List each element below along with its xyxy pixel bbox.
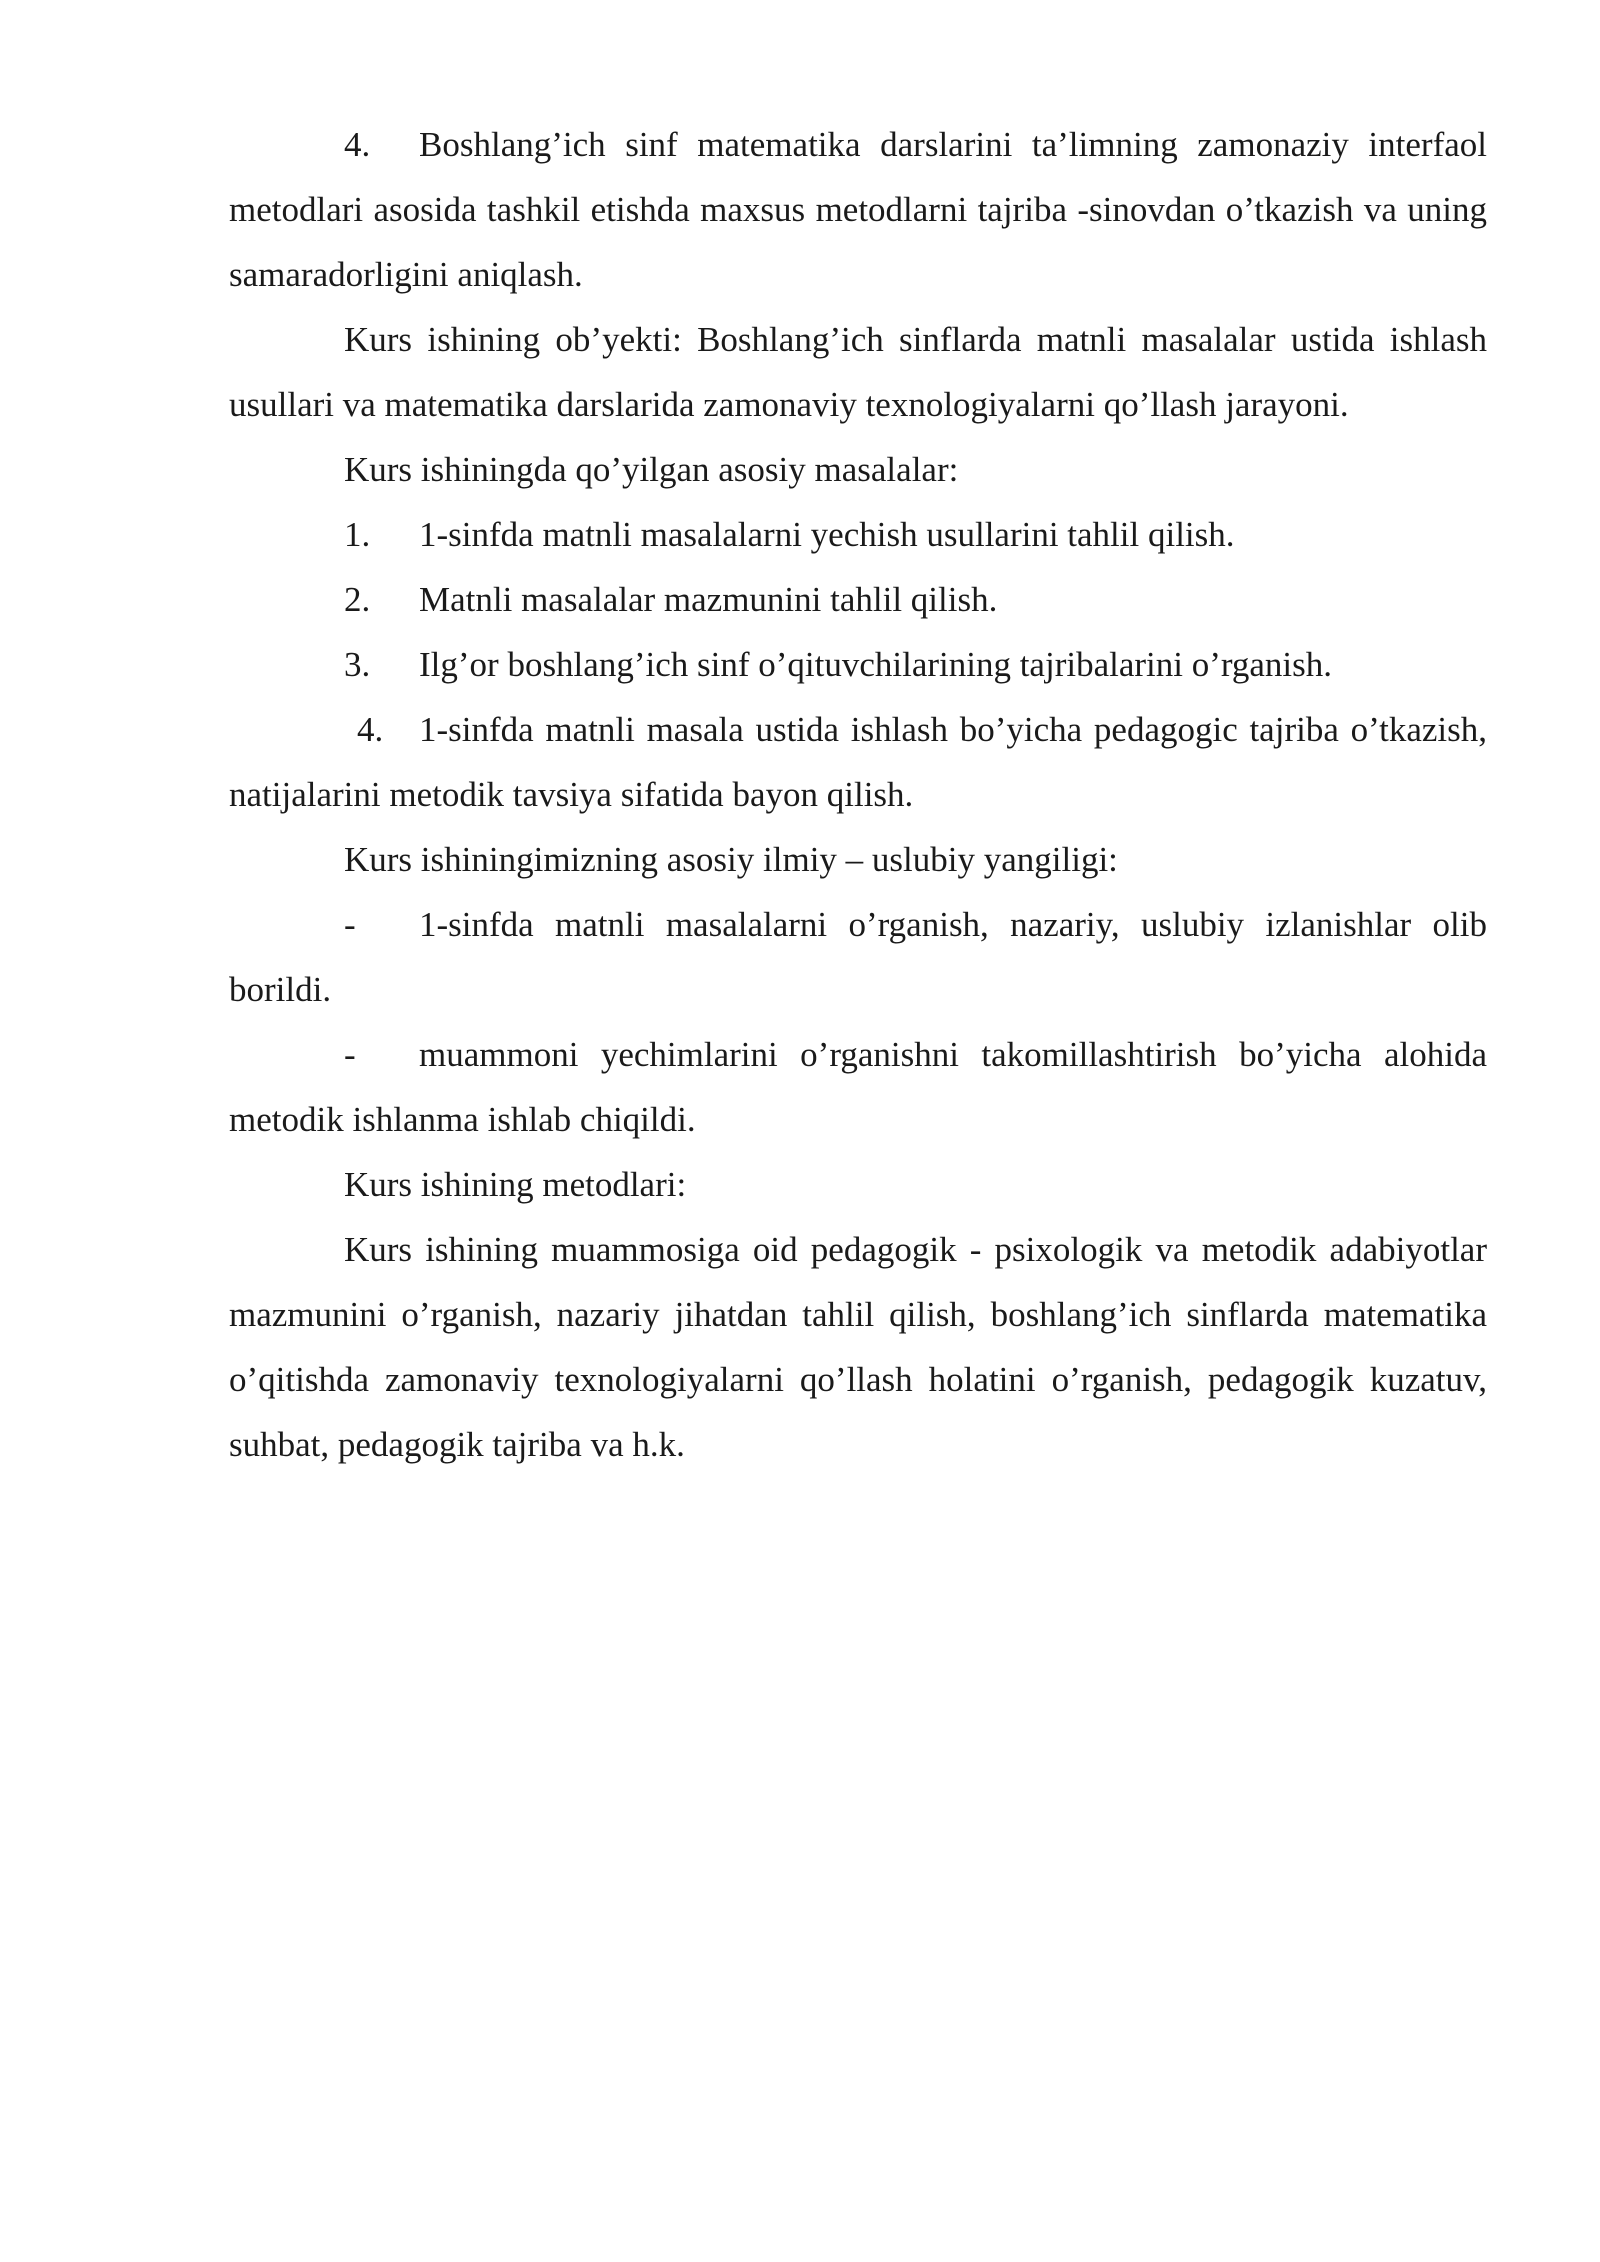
task-item-3 xyxy=(229,632,1487,697)
list-item-text: Matnli masalalar mazmunini tahlil qilish. xyxy=(419,580,998,619)
list-item-text: 1-sinfda matnli masalalarni yechish usullarini tahlil qilish. xyxy=(419,515,1235,554)
list-marker: 3. xyxy=(344,645,371,684)
list-marker: - xyxy=(344,905,356,944)
list-item-text: 1-sinfda matnli masala ustida ishlash bo’yicha pedagogic tajriba o’tkazish, natijalarini metodik tavsiya sifatida bayon qilish. xyxy=(229,710,1487,814)
task-item-1 xyxy=(229,502,1487,567)
list-marker: 4. xyxy=(344,125,371,164)
numbered-item-4-intro xyxy=(229,112,1487,307)
list-marker: 2. xyxy=(344,580,371,619)
task-item-4 xyxy=(229,697,1487,827)
list-item-text: Ilg’or boshlang’ich sinf o’qituvchilarining tajribalarini o’rganish. xyxy=(419,645,1333,684)
task-item-2 xyxy=(229,567,1487,632)
object-paragraph: Kurs ishining ob’yekti: Boshlang’ich sinflarda matnli masalalar ustida ishlash usullari va matematika darslarida zamonaviy texnologiyalarni qo’llash jarayoni. xyxy=(229,320,1487,424)
novelty-heading: Kurs ishiningimizning asosiy ilmiy – uslubiy yangiligi: xyxy=(344,840,1118,879)
methods-paragraph: Kurs ishining muammosiga oid pedagogik - psixologik va metodik adabiyotlar mazmunini o’rganish, nazariy jihatdan tahlil qilish, boshlang’ich sinflarda matematika o’qitishda zamonaviy texnologiyalarni qo’llash holatini o’rganish, pedagogik kuzatuv, suhbat, pedagogik tajriba va h.k. xyxy=(229,1230,1487,1464)
list-marker: 4. xyxy=(357,710,384,749)
methods-heading: Kurs ishining metodlari: xyxy=(344,1165,687,1204)
list-item-text: muammoni yechimlarini o’rganishni takomillashtirish bo’yicha alohida metodik ishlanma ishlab chiqildi. xyxy=(229,1035,1487,1139)
document-page xyxy=(229,112,1487,1477)
novelty-item-1 xyxy=(229,892,1487,1022)
list-item-text: 1-sinfda matnli masalalarni o’rganish, nazariy, uslubiy izlanishlar olib borildi. xyxy=(229,905,1487,1009)
list-item-text: Boshlang’ich sinf matematika darslarini ta’limning zamonaziy interfaol metodlari asosida tashkil etishda maxsus metodlarni tajriba -sinovdan o’tkazish va uning samaradorligini aniqlash. xyxy=(229,125,1487,294)
list-marker: - xyxy=(344,1035,356,1074)
tasks-heading: Kurs ishiningda qo’yilgan asosiy masalalar: xyxy=(344,450,959,489)
list-marker: 1. xyxy=(344,515,371,554)
novelty-item-2 xyxy=(229,1022,1487,1152)
